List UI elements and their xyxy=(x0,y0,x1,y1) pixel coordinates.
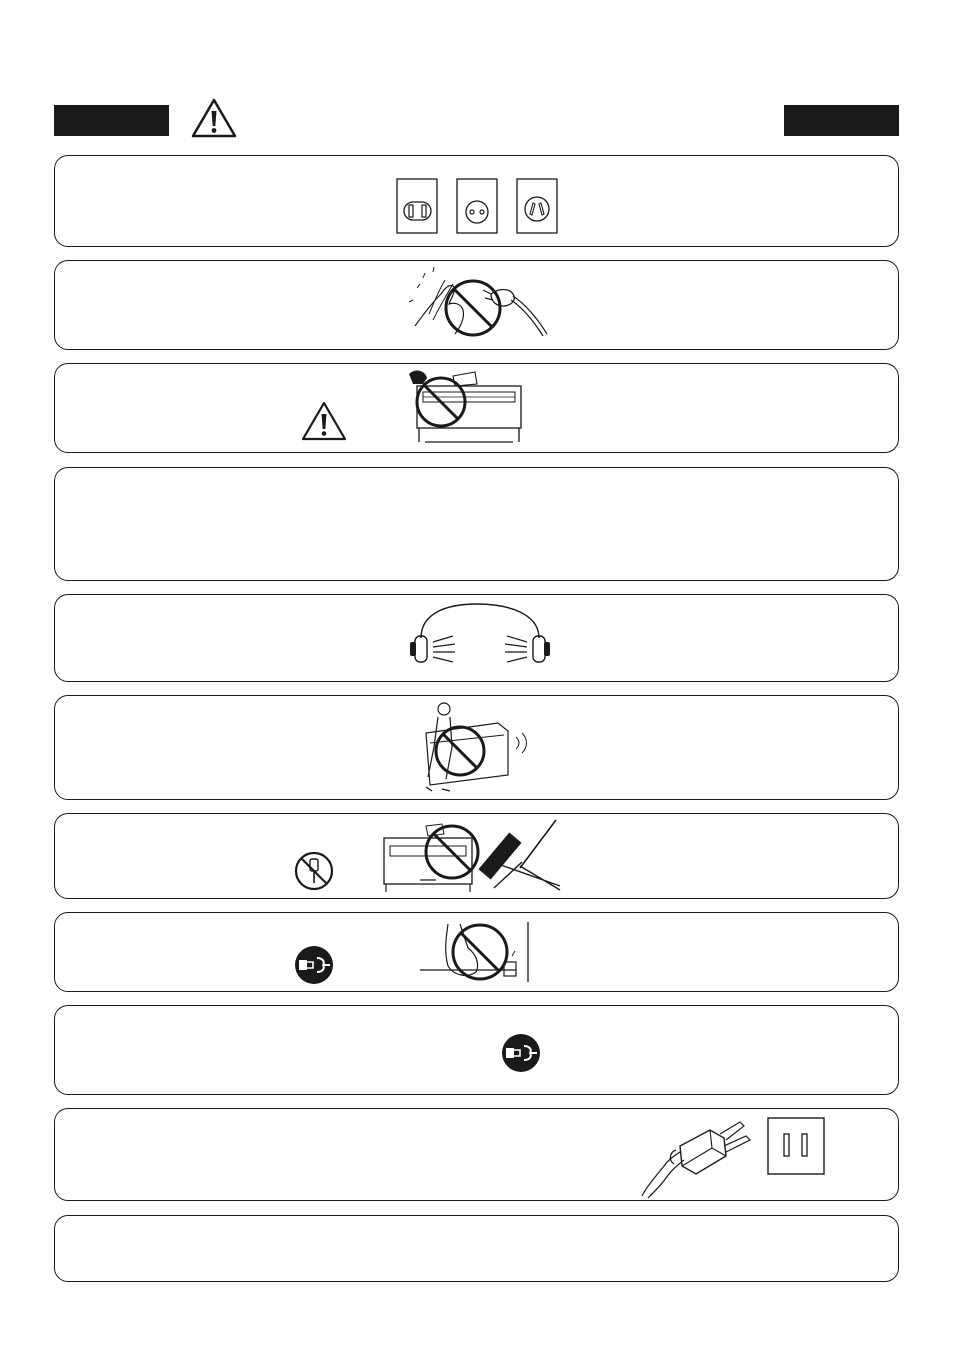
no-screwdriver-icon xyxy=(293,850,335,892)
outlet-angled-pin-icon xyxy=(517,179,557,233)
headphones-icon xyxy=(405,600,555,672)
piano-tools-prohibited-icon xyxy=(380,818,565,894)
plug-and-outlet-icon xyxy=(636,1112,831,1200)
header-left-bar xyxy=(54,105,169,136)
header-right-bar xyxy=(784,105,899,136)
pull-cord-prohibited-icon xyxy=(418,918,533,986)
wet-hands-plug-prohibited-icon xyxy=(405,264,555,344)
panel-unplug-when-unused xyxy=(54,1005,899,1095)
people-lifting-piano-prohibited-icon xyxy=(412,697,537,795)
unplug-icon xyxy=(293,944,335,986)
unplug-icon xyxy=(500,1032,542,1074)
outlet-flat-pin-icon xyxy=(397,179,437,233)
warning-triangle-icon xyxy=(300,400,348,442)
panel-final-notice xyxy=(54,1215,899,1282)
panel-blank-notice xyxy=(54,467,899,581)
vase-on-piano-prohibited-icon xyxy=(405,366,525,446)
outlet-round-pin-icon xyxy=(457,179,497,233)
warning-triangle-icon xyxy=(190,97,238,139)
